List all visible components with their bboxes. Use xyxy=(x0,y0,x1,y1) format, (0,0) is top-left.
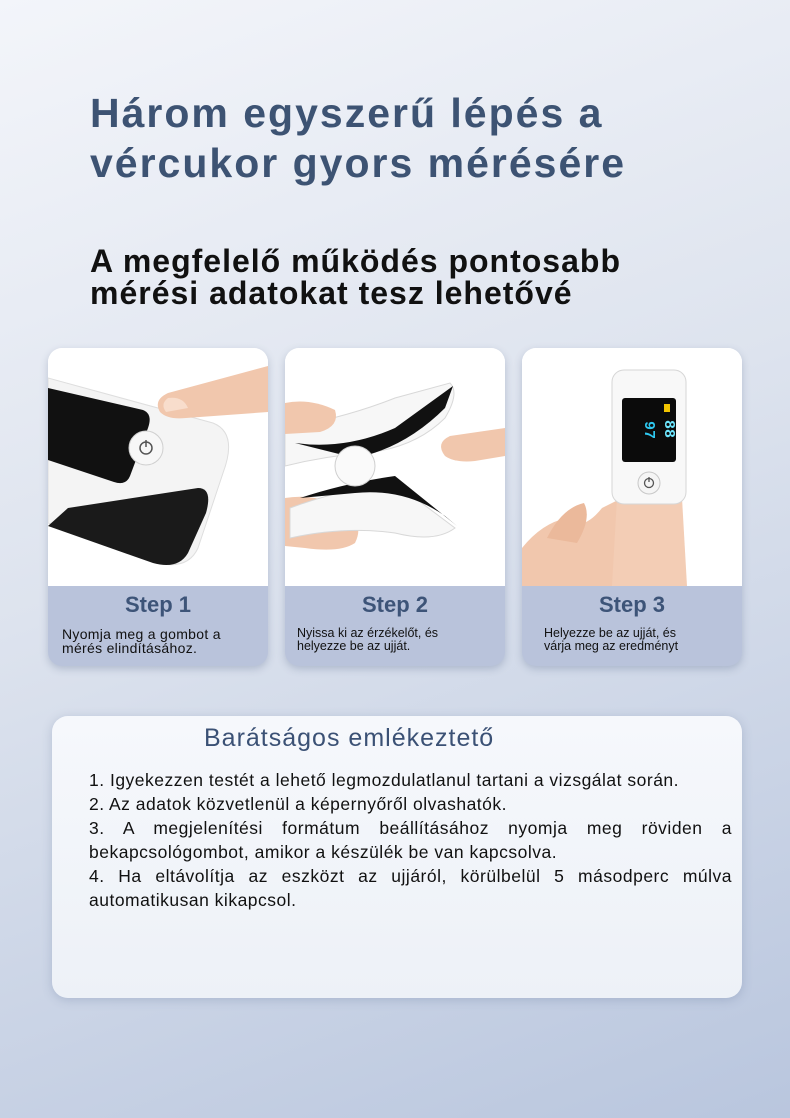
title-line-1: Három egyszerű lépés a xyxy=(90,90,604,136)
reminder-list xyxy=(89,768,732,912)
step-1-desc-line-1: Nyomja meg a gombot a xyxy=(62,626,221,642)
step-card-3 xyxy=(522,348,742,666)
step-3-title: Step 3 xyxy=(598,592,666,617)
step-2-desc-line-2: helyezze be az ujját. xyxy=(297,639,411,653)
step-3-desc-line-1: Helyezze be az ujját, és xyxy=(544,626,677,640)
step-1-title: Step 1 xyxy=(124,592,192,617)
step-2-description xyxy=(297,627,497,653)
title-line-2: vércukor gyors mérésére xyxy=(90,140,627,186)
power-icon xyxy=(129,431,163,465)
reminder-title: Barátságos emlékeztető xyxy=(204,724,495,752)
subtitle-line-1: A megfelelő működés pontosabb xyxy=(90,243,621,279)
power-icon xyxy=(638,472,660,494)
step-card-1 xyxy=(48,348,268,666)
reminder-item-4: 4. Ha eltávolítja az eszközt az ujjáról, körülbelül 5 másodperc múlva automatikusan kikapcsol. xyxy=(89,866,732,910)
step-1-desc-line-2: mérés elindításához. xyxy=(62,640,198,656)
step-3-photo xyxy=(522,348,742,586)
step-card-2 xyxy=(285,348,505,666)
reminder-item-3: 3. A megjelenítési formátum beállításához nyomja meg röviden a bekapcsológombot, amikor a készülék be van kapcsolva. xyxy=(89,818,732,862)
step-1-photo xyxy=(48,348,268,586)
reminder-item-1: 1. Igyekezzen testét a lehető legmozdulatlanul tartani a vizsgálat során. xyxy=(89,770,680,790)
pulse-readout: 88 xyxy=(660,420,677,439)
spo2-readout: 97 xyxy=(640,421,657,440)
step-3-description xyxy=(544,627,742,653)
step-2-title: Step 2 xyxy=(361,592,429,617)
step-3-desc-line-2: várja meg az eredményt xyxy=(544,639,679,653)
step-2-desc-line-1: Nyissa ki az érzékelőt, és xyxy=(297,626,439,640)
reminder-item-2: 2. Az adatok közvetlenül a képernyőről olvashatók. xyxy=(89,794,508,814)
page-title xyxy=(90,88,750,188)
reminder-panel xyxy=(52,716,742,998)
step-1-description xyxy=(62,627,262,655)
page-subtitle xyxy=(90,245,750,309)
subtitle-line-2: mérési adatokat tesz lehetővé xyxy=(90,275,573,311)
step-2-photo xyxy=(285,348,505,586)
